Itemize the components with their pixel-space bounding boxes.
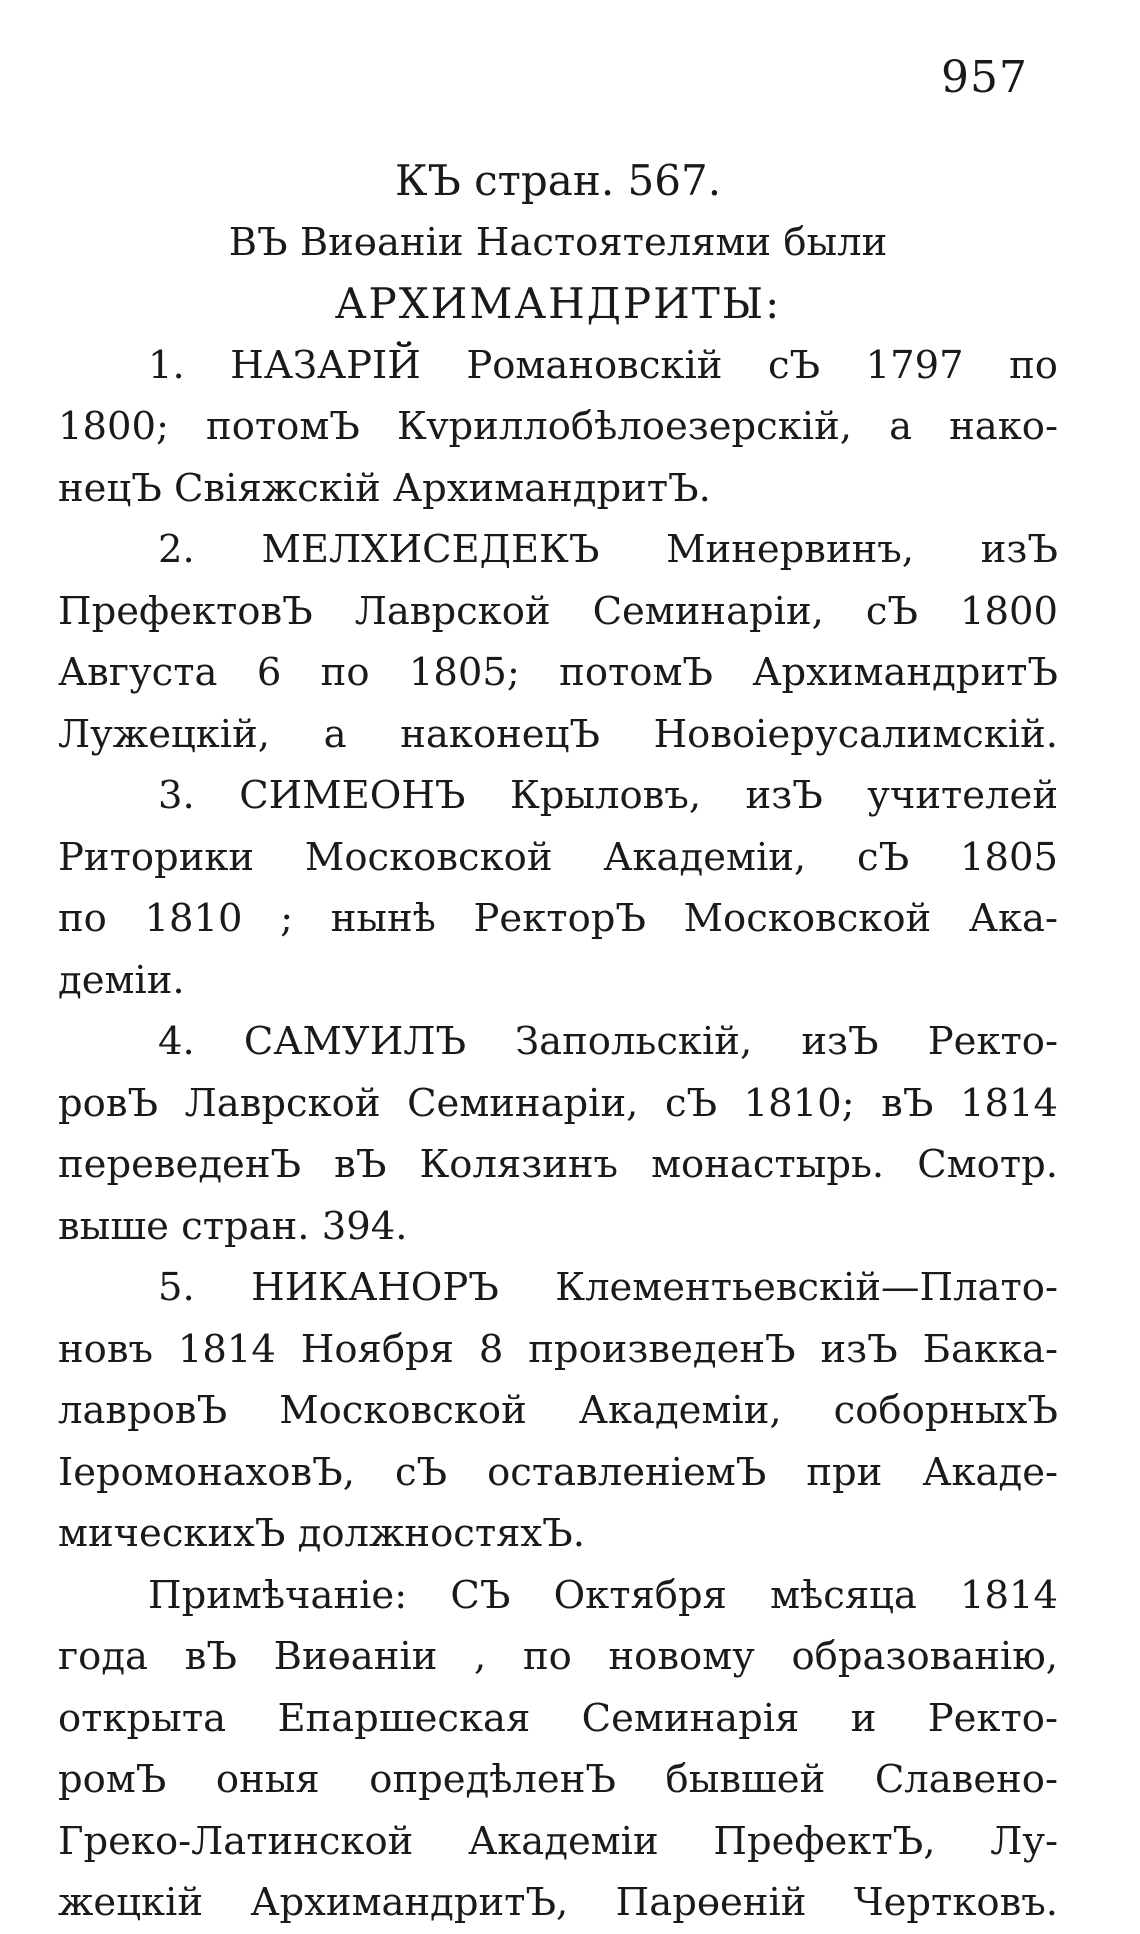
entry-2-line-4: Лужецкій, а наконецЪ Новоіерусалимскій. — [58, 711, 1058, 757]
entry-3-line-1: 3. СИМЕОНЪ Крыловъ, изЪ учителей — [158, 773, 1058, 818]
entry-1-line-1: 1. НАЗАРІЙ Романовскій сЪ 1797 по — [148, 342, 1058, 388]
entry-5-line-1: 5. НИКАНОРЪ Клементьевскій—Плато- — [158, 1265, 1058, 1310]
page-text — [58, 150, 1058, 1934]
entry-5-line-3: лавровЪ Московской Академіи, соборныхЪ — [58, 1388, 1058, 1433]
entry-4-line-3: переведенЪ вЪ Колязинъ монастырь. Смотр. — [58, 1142, 1058, 1187]
note-line-1: Примѣчаніе: СЪ Октября мѣсяца 1814 — [148, 1572, 1058, 1618]
entry-2-line-1: 2. МЕЛХИСЕДЕКЪ Минервинъ, изЪ — [158, 527, 1058, 572]
entry-3-line-3: по 1810 ; нынѣ РекторЪ Московской Ака- — [58, 896, 1058, 941]
entry-3-line-4: деміи. — [58, 957, 185, 1003]
entry-4-line-4: выше стран. 394. — [58, 1203, 408, 1249]
note-line-6: жецкій АрхимандритЪ, Парөеній Чертковъ. — [58, 1880, 1058, 1925]
intro-line: ВЪ Виөаніи Настоятелями были — [228, 219, 888, 265]
entry-2-line-3: Августа 6 по 1805; потомЪ АрхимандритЪ — [58, 650, 1058, 695]
list-title: АРХИМАНДРИТЫ: — [334, 279, 782, 328]
note-line-4: ромЪ оныя опредѣленЪ бывшей Славено- — [58, 1757, 1058, 1802]
section-heading: КЪ стран. 567. — [394, 156, 722, 205]
note-line-5: Греко-Латинской Академіи ПрефектЪ, Лу- — [58, 1818, 1058, 1864]
note-line-2: года вЪ Виөаніи , по новому образованію, — [58, 1634, 1058, 1679]
entry-5-line-4: ІеромонаховЪ, сЪ оставленіемЪ при Акаде- — [58, 1449, 1058, 1495]
entry-5-line-2: новъ 1814 Ноября 8 произведенЪ изЪ Бакка- — [58, 1326, 1058, 1372]
entry-2-line-2: ПрефектовЪ Лаврской Семинаріи, сЪ 1800 — [58, 588, 1058, 634]
entry-4-line-2: ровЪ Лаврской Семинаріи, сЪ 1810; вЪ 1814 — [58, 1080, 1058, 1126]
entry-1-line-3: нецЪ Свіяжскій АрхимандритЪ. — [58, 465, 711, 511]
page-number: 957 — [941, 52, 1028, 103]
entry-4-line-1: 4. САМУИЛЪ Запольскій, изЪ Ректо- — [158, 1019, 1058, 1064]
note-line-3: открыта Епаршеская Семинарія и Ректо- — [58, 1695, 1058, 1741]
entry-1-line-2: 1800; потомЪ Кvриллобѣлоезерскій, а нако- — [58, 404, 1058, 449]
entry-3-line-2: Риторики Московской Академіи, сЪ 1805 — [58, 834, 1058, 880]
entry-5-line-5: мическихЪ должностяхЪ. — [58, 1511, 585, 1556]
